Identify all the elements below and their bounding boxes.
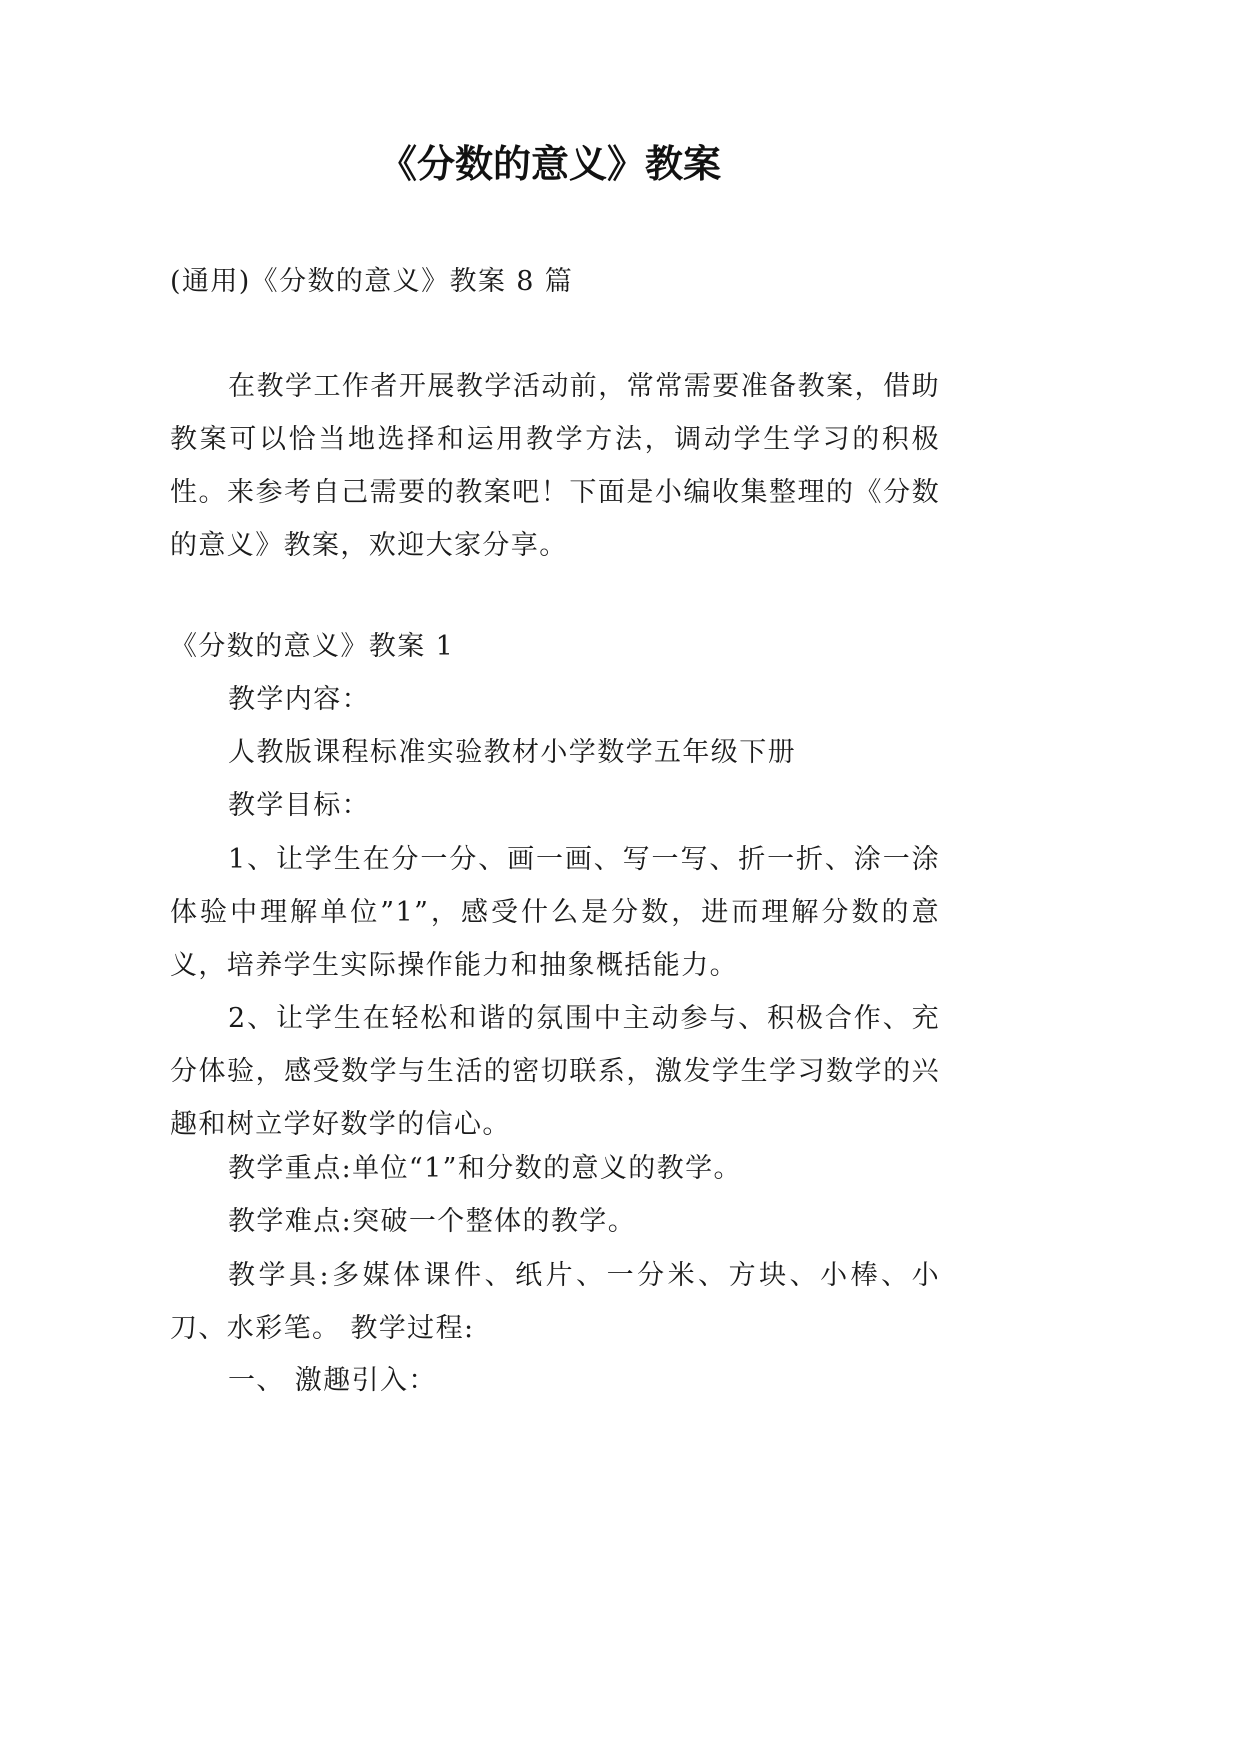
teaching-difficulty: 教学难点:突破一个整体的教学。 — [228, 1206, 637, 1237]
intro-paragraph: 在教学工作者开展教学活动前，常常需要准备教案，借助教案可以恰当地选择和运用教学方法，调动学生学习的积极性。来参考自己需要的教案吧！下面是小编收集整理的《分数的意义》教案，欢迎大家分享。 — [170, 371, 940, 561]
teaching-step-1: 一、 激趣引入： — [228, 1365, 437, 1396]
section-heading: 《分数的意义》教案 1 — [170, 631, 455, 662]
teaching-tools: 教学具:多媒体课件、纸片、一分米、方块、小棒、小刀、水彩笔。 教学过程: — [170, 1260, 940, 1344]
teaching-goals-label: 教学目标： — [228, 790, 370, 821]
teaching-content-label: 教学内容： — [228, 684, 370, 715]
document-title: 《分数的意义》教案 — [378, 142, 721, 186]
teaching-goal-2: 2、让学生在轻松和谐的氛围中主动参与、积极合作、充分体验，感受数学与生活的密切联系，激发学生学习数学的兴趣和树立学好数学的信心。 — [170, 1003, 940, 1140]
teaching-goal-1: 1、让学生在分一分、画一画、写一写、折一折、涂一涂体验中理解单位”1”，感受什么是分数，进而理解分数的意义，培养学生实际操作能力和抽象概括能力。 — [170, 844, 940, 981]
teaching-content-text: 人教版课程标准实验教材小学数学五年级下册 — [228, 737, 796, 768]
teaching-key-point: 教学重点:单位“1”和分数的意义的教学。 — [228, 1153, 742, 1184]
document-subtitle: (通用)《分数的意义》教案 8 篇 — [170, 266, 574, 297]
